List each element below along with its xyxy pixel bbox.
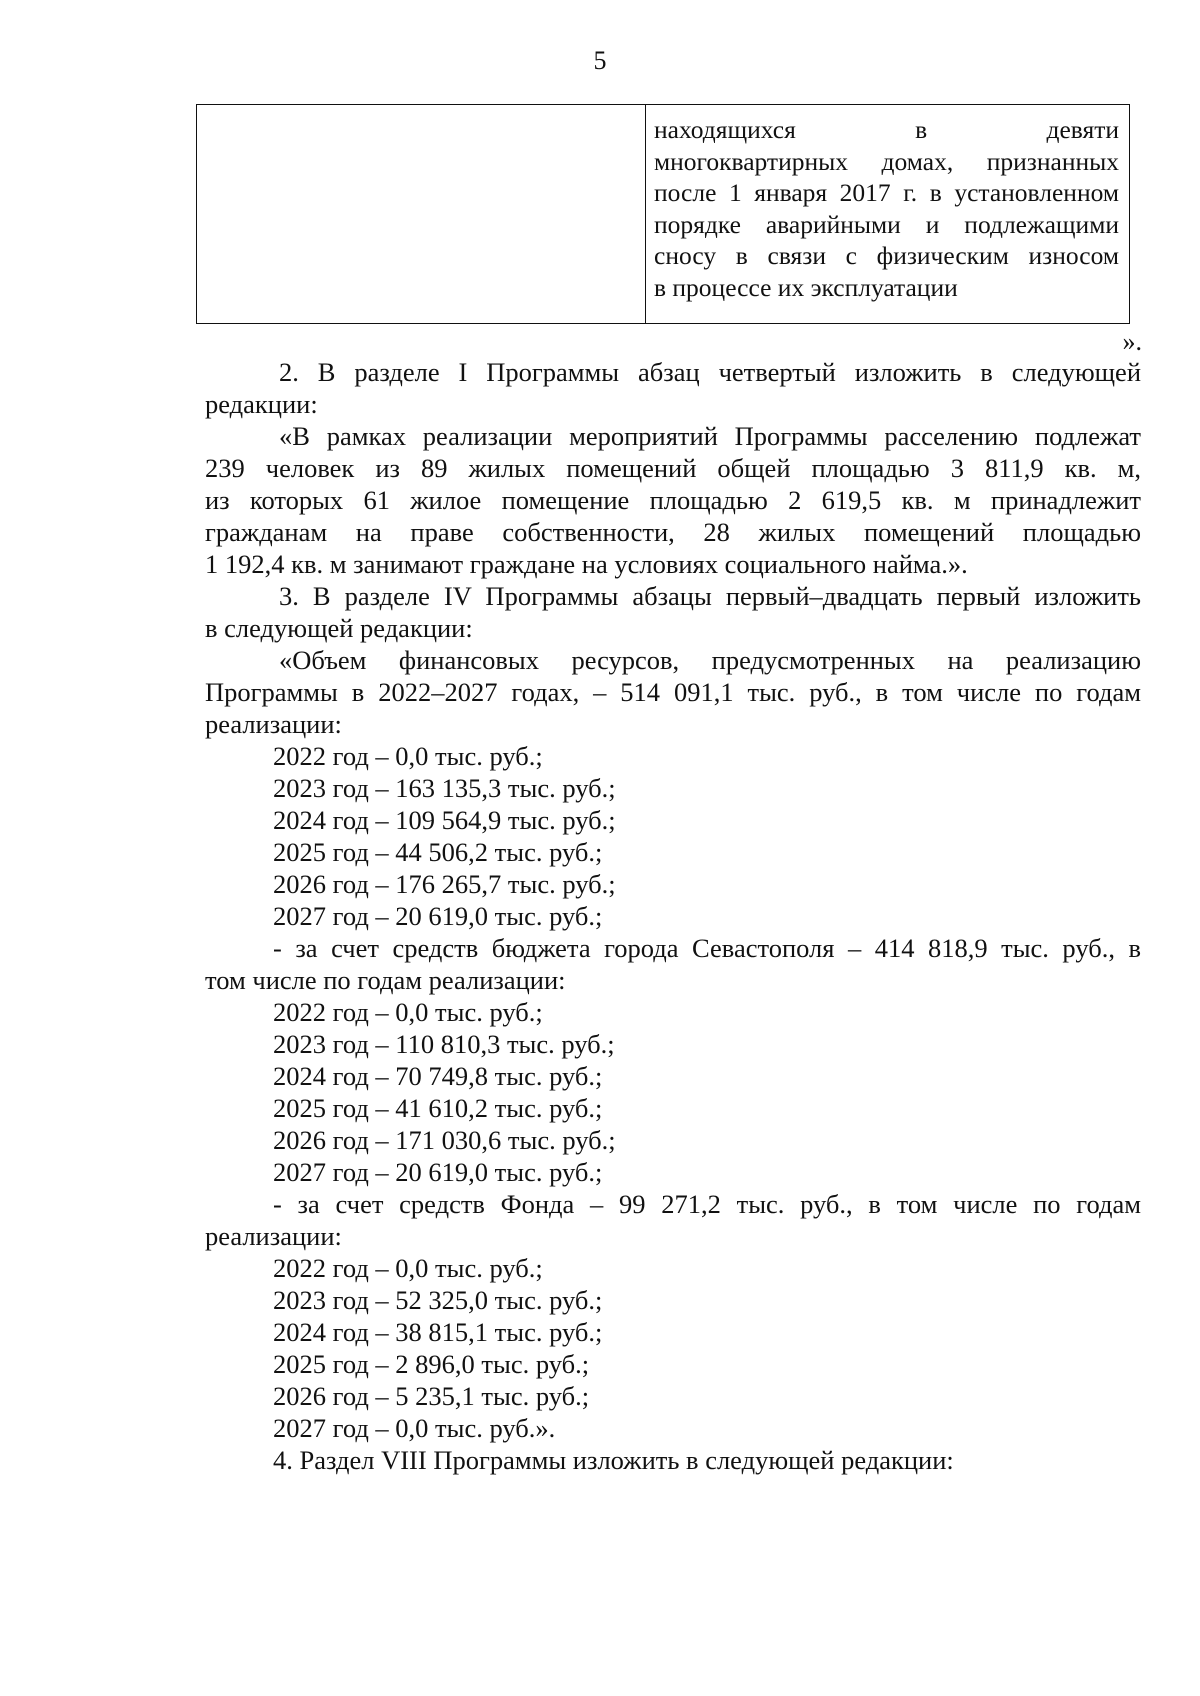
city-year-line: 2022 год – 0,0 тыс. руб.; — [273, 997, 543, 1027]
table-line: после 1 января 2017 г. в установленном — [654, 178, 1119, 207]
page-number: 5 — [593, 46, 607, 75]
table-right-cell — [646, 105, 1129, 323]
total-year-line: 2027 год – 20 619,0 тыс. руб.; — [273, 901, 603, 931]
city-year-line: 2024 год – 70 749,8 тыс. руб.; — [273, 1061, 603, 1091]
total-year-line: 2022 год – 0,0 тыс. руб.; — [273, 741, 543, 771]
item-3-line: в следующей редакции: — [205, 613, 473, 643]
item-2-quote-line: 239 человек из 89 жилых помещений общей площадью 3 811,9 кв. м, — [205, 453, 1141, 483]
continuation-table — [196, 104, 1130, 324]
table-line: в процессе их эксплуатации — [654, 272, 958, 302]
fund-year-line: 2027 год – 0,0 тыс. руб.». — [273, 1413, 556, 1443]
table-left-cell — [197, 105, 646, 323]
fund-year-line: 2025 год – 2 896,0 тыс. руб.; — [273, 1349, 590, 1379]
table-closing-quote: ». — [1122, 327, 1142, 356]
item-2-quote-line: из которых 61 жилое помещение площадью 2 619,5 кв. м принадлежит — [205, 485, 1141, 515]
table-line: многоквартирных домах, признанных — [654, 146, 1119, 176]
fund-year-line: 2022 год – 0,0 тыс. руб.; — [273, 1253, 543, 1283]
city-budget-line: - за счет средств бюджета города Севастополя – 414 818,9 тыс. руб., в — [273, 933, 1141, 963]
fund-year-line: 2023 год – 52 325,0 тыс. руб.; — [273, 1285, 603, 1315]
item-2-quote-line: «В рамках реализации мероприятий Программы расселению подлежат — [279, 421, 1141, 451]
total-year-line: 2025 год – 44 506,2 тыс. руб.; — [273, 837, 603, 867]
fund-year-line: 2024 год – 38 815,1 тыс. руб.; — [273, 1317, 603, 1347]
city-year-line: 2026 год – 171 030,6 тыс. руб.; — [273, 1125, 616, 1155]
fund-year-line: 2026 год – 5 235,1 тыс. руб.; — [273, 1381, 590, 1411]
total-year-line: 2026 год – 176 265,7 тыс. руб.; — [273, 869, 616, 899]
item-3-intro-line: реализации: — [205, 709, 342, 739]
item-2-quote-line: гражданам на праве собственности, 28 жилых помещений площадью — [205, 517, 1141, 547]
item-2-quote-line: 1 192,4 кв. м занимают граждане на условиях социального найма.». — [205, 549, 968, 579]
fund-line: - за счет средств Фонда – 99 271,2 тыс. руб., в том числе по годам — [273, 1189, 1141, 1219]
document-body — [205, 356, 1141, 1476]
item-4-line: 4. Раздел VIII Программы изложить в следующей редакции: — [273, 1445, 954, 1475]
item-3-intro-line: Программы в 2022–2027 годах, – 514 091,1 тыс. руб., в том числе по годам — [205, 677, 1141, 707]
item-3-line: 3. В разделе IV Программы абзацы первый–двадцать первый изложить — [279, 581, 1141, 611]
table-line: находящихся в девяти — [654, 115, 1119, 144]
item-2-line: редакции: — [205, 389, 318, 419]
city-year-line: 2025 год – 41 610,2 тыс. руб.; — [273, 1093, 603, 1123]
city-year-line: 2027 год – 20 619,0 тыс. руб.; — [273, 1157, 603, 1187]
item-2-line: 2. В разделе I Программы абзац четвертый изложить в следующей — [279, 357, 1141, 387]
table-line: сносу в связи с физическим износом — [654, 241, 1119, 270]
total-year-line: 2023 год – 163 135,3 тыс. руб.; — [273, 773, 616, 803]
table-line: порядке аварийными и подлежащими — [654, 209, 1119, 239]
city-budget-line: том числе по годам реализации: — [205, 965, 566, 995]
total-year-line: 2024 год – 109 564,9 тыс. руб.; — [273, 805, 616, 835]
city-year-line: 2023 год – 110 810,3 тыс. руб.; — [273, 1029, 615, 1059]
item-3-intro-line: «Объем финансовых ресурсов, предусмотренных на реализацию — [279, 645, 1141, 675]
fund-line: реализации: — [205, 1221, 342, 1251]
